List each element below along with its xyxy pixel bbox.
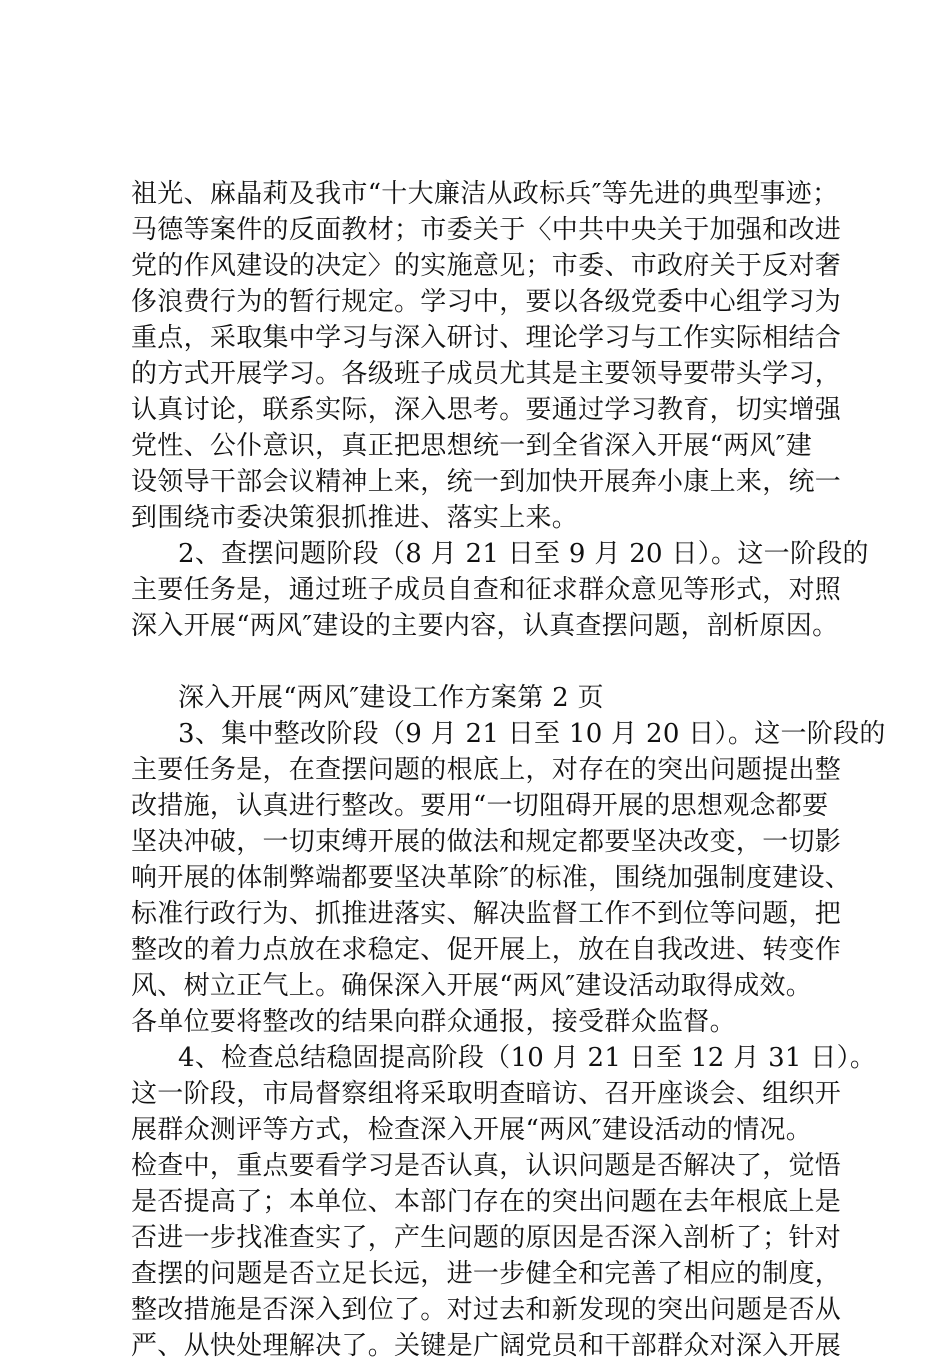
paragraph-line: 坚决冲破，一切束缚开展的做法和规定都要坚决改变，一切影 bbox=[131, 827, 842, 857]
paragraph-line: 马德等案件的反面教材；市委关于〈中共中央关于加强和改进 bbox=[131, 215, 842, 245]
paragraph-line: 主要任务是，在查摆问题的根底上，对存在的突出问题提出整 bbox=[131, 755, 842, 785]
paragraph-line: 深入开展“两风″建设的主要内容，认真查摆问题，剖析原因。 bbox=[131, 611, 839, 641]
paragraph-line: 改措施，认真进行整改。要用“一切阻碍开展的思想观念都要 bbox=[131, 791, 829, 821]
paragraph-line: 严、从快处理解决了。关键是广阔党员和干部群众对深入开展 bbox=[131, 1331, 842, 1361]
paragraph-line: 展群众测评等方式，检查深入开展“两风″建设活动的情况。 bbox=[131, 1115, 813, 1145]
paragraph-line: 侈浪费行为的暂行规定。学习中，要以各级党委中心组学习为 bbox=[131, 287, 842, 317]
paragraph-line: 到围绕市委决策狠抓推进、落实上来。 bbox=[131, 503, 579, 533]
paragraph-line: 是否提高了；本单位、本部门存在的突出问题在去年根底上是 bbox=[131, 1187, 842, 1217]
paragraph-line: 认真讨论，联系实际，深入思考。要通过学习教育，切实增强 bbox=[131, 395, 842, 425]
paragraph-line: 各单位要将整改的结果向群众通报，接受群众监督。 bbox=[131, 1007, 736, 1037]
paragraph-line: 设领导干部会议精神上来，统一到加快开展奔小康上来，统一 bbox=[131, 467, 842, 497]
paragraph-line: 的方式开展学习。各级班子成员尤其是主要领导要带头学习， bbox=[131, 359, 842, 389]
paragraph-line: 主要任务是，通过班子成员自查和征求群众意见等形式，对照 bbox=[131, 575, 842, 605]
paragraph-line: 否进一步找准查实了，产生问题的原因是否深入剖析了；针对 bbox=[131, 1223, 842, 1253]
paragraph-line: 2、查摆问题阶段（8 月 21 日至 9 月 20 日）。这一阶段的 bbox=[178, 539, 869, 569]
paragraph-line: 整改措施是否深入到位了。对过去和新发现的突出问题是否从 bbox=[131, 1295, 842, 1325]
paragraph-line: 党的作风建设的决定〉的实施意见；市委、市政府关于反对奢 bbox=[131, 251, 842, 281]
paragraph-line: 风、树立正气上。确保深入开展“两风″建设活动取得成效。 bbox=[131, 971, 813, 1001]
paragraph-line: 检查中，重点要看学习是否认真，认识问题是否解决了，觉悟 bbox=[131, 1151, 842, 1181]
paragraph-line: 整改的着力点放在求稳定、促开展上，放在自我改进、转变作 bbox=[131, 935, 842, 965]
paragraph-line: 3、集中整改阶段（9 月 21 日至 10 月 20 日）。这一阶段的 bbox=[178, 719, 886, 749]
paragraph-line: 党性、公仆意识，真正把思想统一到全省深入开展“两风″建 bbox=[131, 431, 813, 461]
paragraph-line: 标准行政行为、抓推进落实、解决监督工作不到位等问题，把 bbox=[131, 899, 842, 929]
page-footer-title: 深入开展“两风″建设工作方案第 2 页 bbox=[178, 683, 604, 713]
paragraph-line: 4、检查总结稳固提高阶段（10 月 21 日至 12 月 31 日）。 bbox=[178, 1043, 877, 1073]
paragraph-line: 查摆的问题是否立足长远，进一步健全和完善了相应的制度， bbox=[131, 1259, 842, 1289]
paragraph-line: 响开展的体制弊端都要坚决革除″的标准，围绕加强制度建设、 bbox=[131, 863, 852, 893]
paragraph-line: 重点，采取集中学习与深入研讨、理论学习与工作实际相结合 bbox=[131, 323, 842, 353]
paragraph-line: 祖光、麻晶莉及我市“十大廉洁从政标兵″等先进的典型事迹； bbox=[131, 179, 839, 209]
paragraph-line: 这一阶段，市局督察组将采取明查暗访、召开座谈会、组织开 bbox=[131, 1079, 842, 1109]
